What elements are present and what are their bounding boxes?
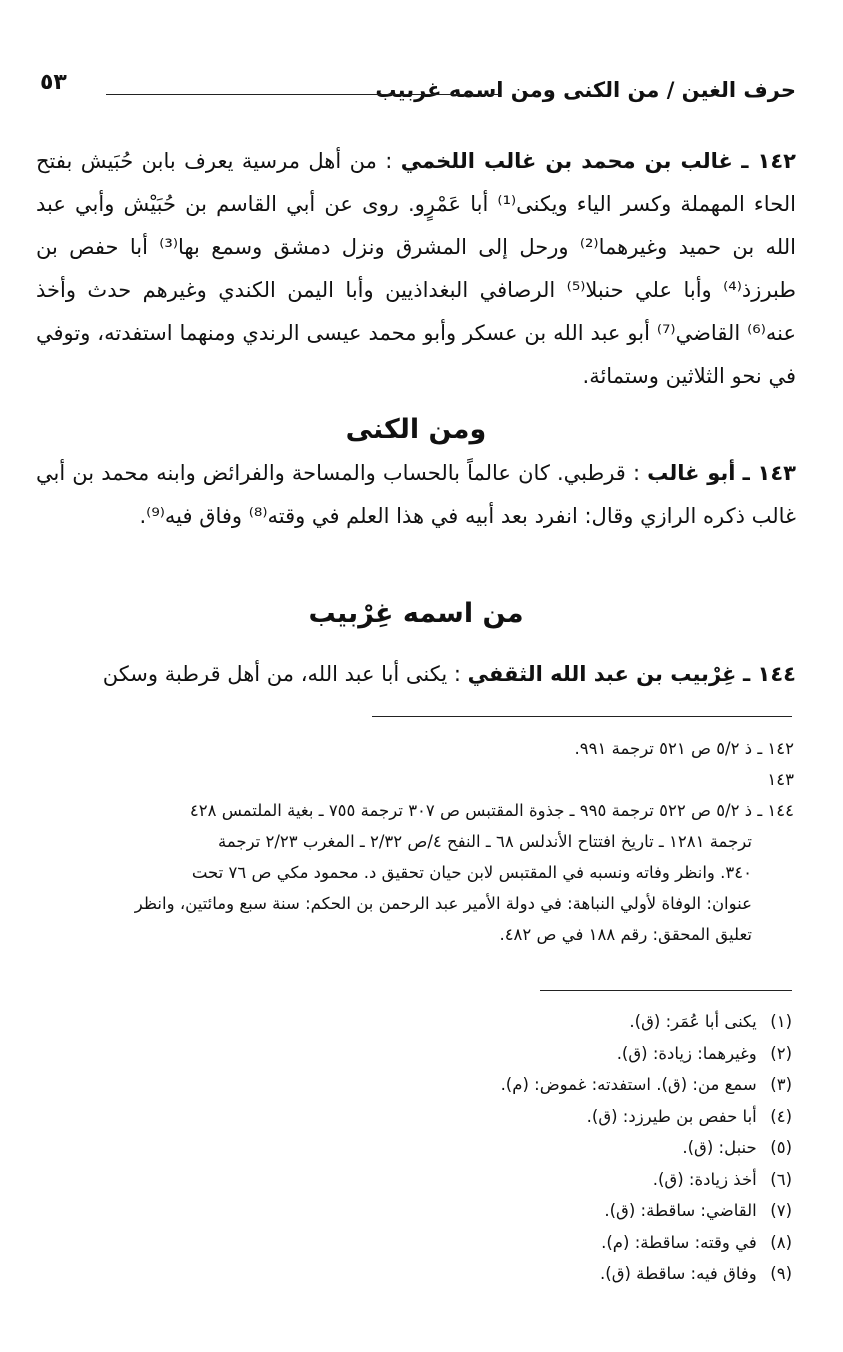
header-title: حرف الغين / من الكنى ومن اسمه غربيب <box>375 78 796 102</box>
entry-number: ١٤٣ ـ <box>742 461 796 485</box>
footnote-text: سمع من: (ق). استفدته: غموض: (م). <box>500 1075 757 1094</box>
source-line: تعليق المحقق: رقم ١٨٨ في ص ٤٨٢. <box>499 925 752 944</box>
footnote-number: (٨) <box>770 1232 792 1252</box>
entry-143 <box>36 452 796 538</box>
footnote <box>340 1164 792 1196</box>
entry-name: أبو غالب <box>647 461 736 485</box>
source-line: ترجمة ١٢٨١ ـ تاريخ افتتاح الأندلس ٦٨ ـ النفح ٤/ص ٢/٣٢ ـ المغرب ٢/٢٣ ترجمة <box>217 832 752 851</box>
entry-name: غِرْبيب بن عبد الله الثقفي <box>467 662 737 686</box>
footnote <box>340 1195 792 1227</box>
footnote-number: (٢) <box>770 1043 792 1063</box>
footnote-number: (٦) <box>770 1169 792 1189</box>
footnote <box>340 1101 792 1133</box>
footnote-text: في وقته: ساقطة: (م). <box>601 1232 757 1252</box>
section-heading-kuna: ومن الكنى <box>345 414 487 445</box>
footnote-number: (١) <box>770 1012 792 1031</box>
footnote-text: يكنى أبا عُمَر: (ق). <box>629 1012 757 1031</box>
footnote-text: وفاق فيه: ساقطة (ق). <box>600 1264 757 1283</box>
source-line: ١٤٤ ـ ذ ٥/٢ ص ٥٢٢ ترجمة ٩٩٥ ـ جذوة المقتبس ص ٣٠٧ ترجمة ٧٥٥ ـ بغية الملتمس ٤٢٨ <box>189 801 794 820</box>
source-line: عنوان: الوفاة لأولي النباهة: في دولة الأمير عبد الرحمن بن الحكم: سنة سبع ومائتين، وانظر <box>134 894 752 913</box>
entry-name: غالب بن محمد بن غالب اللخمي <box>400 149 733 173</box>
header-rule <box>106 94 500 95</box>
entry-number: ١٤٢ ـ <box>741 149 796 173</box>
footnote <box>340 1006 792 1038</box>
footnote-number: (٤) <box>770 1106 792 1126</box>
footnote-number: (٧) <box>770 1201 792 1220</box>
footnote <box>340 1132 792 1164</box>
entry-144 <box>36 653 796 696</box>
footnote-text: القاضي: ساقطة: (ق). <box>604 1201 757 1220</box>
footnotes-block <box>340 1006 792 1290</box>
source-line: ٣٤٠. وانظر وفاته ونسبه في المقتبس لابن حيان تحقيق د. محمود مكي ص ٧٦ تحت <box>191 863 752 882</box>
source-line: ١٤٢ ـ ذ ٥/٢ ص ٥٢١ ترجمة ٩٩١. <box>574 739 794 758</box>
footnote <box>340 1258 792 1290</box>
source-line: ١٤٣ <box>767 770 794 789</box>
footnote-text: وغيرهما: زيادة: (ق). <box>616 1043 757 1063</box>
footnote-number: (٩) <box>770 1264 792 1283</box>
footnote <box>340 1069 792 1101</box>
entry-142 <box>36 140 796 398</box>
footnote <box>340 1227 792 1259</box>
footnote <box>340 1038 792 1070</box>
running-header <box>40 70 796 110</box>
entry-text: : من أهل مرسية يعرف بابن حُبَيش بفتح الحاء المهملة وكسر الياء ويكنى⁽¹⁾ أبا عَمْرٍو. روى عن أبي القاسم بن حُبَيْش وأبي عبد الله بن حميد وغيرهما⁽²⁾ ورحل إلى المشرق ونزل دمشق وسمع بها⁽³⁾ أبا حفص بن طبرزذ⁽⁴⁾ وأبا علي حنبلا⁽⁵⁾ الرصافي البغداذيين وأبا اليمن الكندي وغيرهم حدث وأخذ عنه⁽⁶⁾ القاضي⁽⁷⁾ أبو عبد الله بن عسكر وأبو محمد عيسى الرندي ومنهما استفدته، وتوفي في نحو الثلاثين وستمائة. <box>36 149 797 388</box>
footnotes-divider <box>540 990 792 991</box>
section-heading-gharbib: من اسمه غِرْبيب <box>308 598 524 629</box>
footnote-text: أخذ زيادة: (ق). <box>652 1169 757 1189</box>
footnote-text: أبا حفص بن طيرزد: (ق). <box>586 1106 757 1126</box>
footnote-text: حنبل: (ق). <box>682 1138 757 1157</box>
sources-divider <box>372 716 792 717</box>
entry-number: ١٤٤ ـ <box>743 662 796 686</box>
entry-text: : يكنى أبا عبد الله، من أهل قرطبة وسكن <box>102 662 461 686</box>
entry-text: : قرطبي. كان عالماً بالحساب والمساحة والفرائض وابنه محمد بن أبي غالب ذكره الرازي وقال: انفرد بعد أبيه في هذا العلم في وقته⁽⁸⁾ وفاق فيه⁽⁹⁾. <box>36 461 796 528</box>
page-number: ٥٣ <box>40 70 67 95</box>
footnote-number: (٥) <box>770 1138 792 1157</box>
sources-block <box>34 733 794 950</box>
footnote-number: (٣) <box>770 1075 792 1094</box>
